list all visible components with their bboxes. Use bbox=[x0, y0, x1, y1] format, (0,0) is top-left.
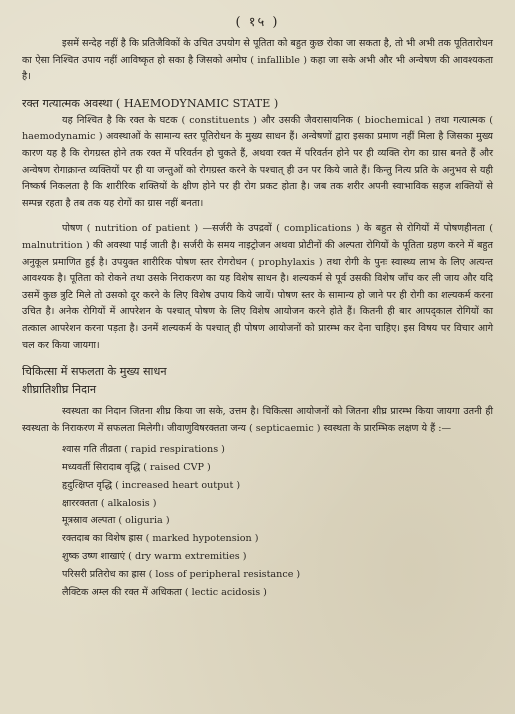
heading-success: चिकित्सा में सफलता के मुख्य साधन bbox=[22, 365, 167, 379]
list-item: श्वास गति तीव्रता ( rapid respirations ) bbox=[62, 444, 225, 456]
intro-paragraph: इसमें सन्देह नहीं है कि प्रतिजैविकों के उचित उपयोग से पूतिता को बहुत कुछ रोका जा सकता है, तो भी अभी तक पूतितारोधन का ऐसा निश्चित उपाय नहीं आविष्कृत हो सका है जिसको अमोघ ( infallible ) कहा जा सके अभी और भी अन्वेषण की आवश्यकता है। bbox=[22, 38, 493, 83]
list-item: रक्तदाब का विशेष ह्रास ( marked hypotension ) bbox=[62, 533, 259, 545]
list-item: क्षाररक्तता ( alkalosis ) bbox=[62, 497, 157, 509]
list-item: लैक्टिक अम्ल की रक्त में अधिकता ( lectic acidosis ) bbox=[62, 586, 267, 598]
list-item: शुष्क उष्ण शाखाएं ( dry warm extremities ) bbox=[62, 551, 247, 563]
diagnosis-paragraph: स्वस्थता का निदान जितना शीघ्र किया जा सके, उत्तम है। चिकित्सा आयोजनों को जितना शीघ्र प्रारम्भ किया जायगा उतनी ही स्वस्थता के निराकरण में सफलता मिलेगी। जीवाणुविषरक्तता जन्य ( septicaemic ) स्वस्थता के प्रारम्भिक लक्षण ये हैं :— bbox=[22, 406, 493, 434]
list-item: मध्यवर्ती सिरादाब वृद्धि ( raised CVP ) bbox=[62, 462, 211, 474]
list-item: मूत्रस्राव अल्पता ( oliguria ) bbox=[62, 515, 170, 527]
section-heading-haemodynamic: रक्त गत्यात्मक अवस्था ( HAEMODYNAMIC STATE ) bbox=[22, 96, 279, 110]
list-item: हृदुत्क्षिप्त वृद्धि ( increased heart output ) bbox=[62, 479, 241, 491]
nutrition-paragraph: पोषण ( nutrition of patient ) —सर्जरी के उपद्रवों ( complications ) के बहुत से रोगियों में पोषणहीनता ( malnutrition ) की अवस्था पाई जाती है। सर्जरी के समय नाइट्रोजन अथवा प्रोटीनों की अल्पता रोगियों के पूतिता ग्रहण करने में बहुत अनुकूल प्रमाणित हुई है। उपयुक्त शारीरिक पोषण स्तर रोगरोधन ( prophylaxis ) तथा रोगी के पुनः स्वास्थ्य लाभ के लिए अत्यन्त आवश्यक है। पूतिता को रोकने तथा उसके निराकरण का यह विशेष साधन है। शल्यकर्म से पूर्व उसकी विशेष जाँच कर ली जाय और यदि उसमें कुछ त्रुटि मिले तो उसको दूर करने के लिए विशेष उपाय किये जायें। पोषण स्तर के सामान्य हो जाने पर ही रोगी का शल्यकर्म करना उचित है। अनेक रोगियों में आपरेशन के पश्चात् पोषण के लिए विशेष आयोजन करने होते हैं। कितनी ही बार आपद्काल रोगियों का तत्काल आपरेशन करना पड़ता है। उनमें शल्यकर्म के पश्चात् ही पोषण आयोजनों को प्रारम्भ कर देना चाहिए। इस विषय पर विचार आगे चल कर किया जायगा। bbox=[22, 223, 493, 351]
haemodynamic-paragraph: यह निश्चित है कि रक्त के घटक ( constituents ) और उसकी जैवरासायनिक ( biochemical ) तथा गत्यात्मक ( haemodynamic ) अवस्थाओं के सामान्य स्तर पूतिरोधन के मुख्य साधन हैं। अन्वेषणों द्वारा इसका प्रमाण नहीं मिला है जिसका मुख्य कारण यह है कि रोगग्रस्त होने तक रक्त में परिवर्तन हो चुकते हैं, अथवा रक्त में परिवर्तन होने पर ही व्यक्ति रोग का ग्रास बनते हैं और अन्वेषण रोगाक्रान्त व्यक्तियों पर ही या जन्तुओं को रोगग्रस्त करने के पश्चात् ही उन पर किये जाते हैं। किन्तु नित्य प्रति के अनुभव से यही निष्कर्ष निकलता है कि शारीरिक शक्तियों के क्षीण होने पर ही रोग प्रकट होता है। जब तक शरीर अपनी स्वाभाविक सहज शक्तियों से सम्पन्न रहता है तब तक यह रोगों का ग्रास नहीं बनता। bbox=[22, 114, 493, 209]
heading-early-diagnosis: शीघ्रातिशीघ्र निदान bbox=[22, 383, 97, 397]
list-item: परिसरी प्रतिरोध का ह्रास ( loss of peripheral resistance ) bbox=[62, 568, 301, 580]
page-number: ( १५ ) bbox=[235, 15, 280, 30]
symptom-list bbox=[62, 441, 493, 601]
